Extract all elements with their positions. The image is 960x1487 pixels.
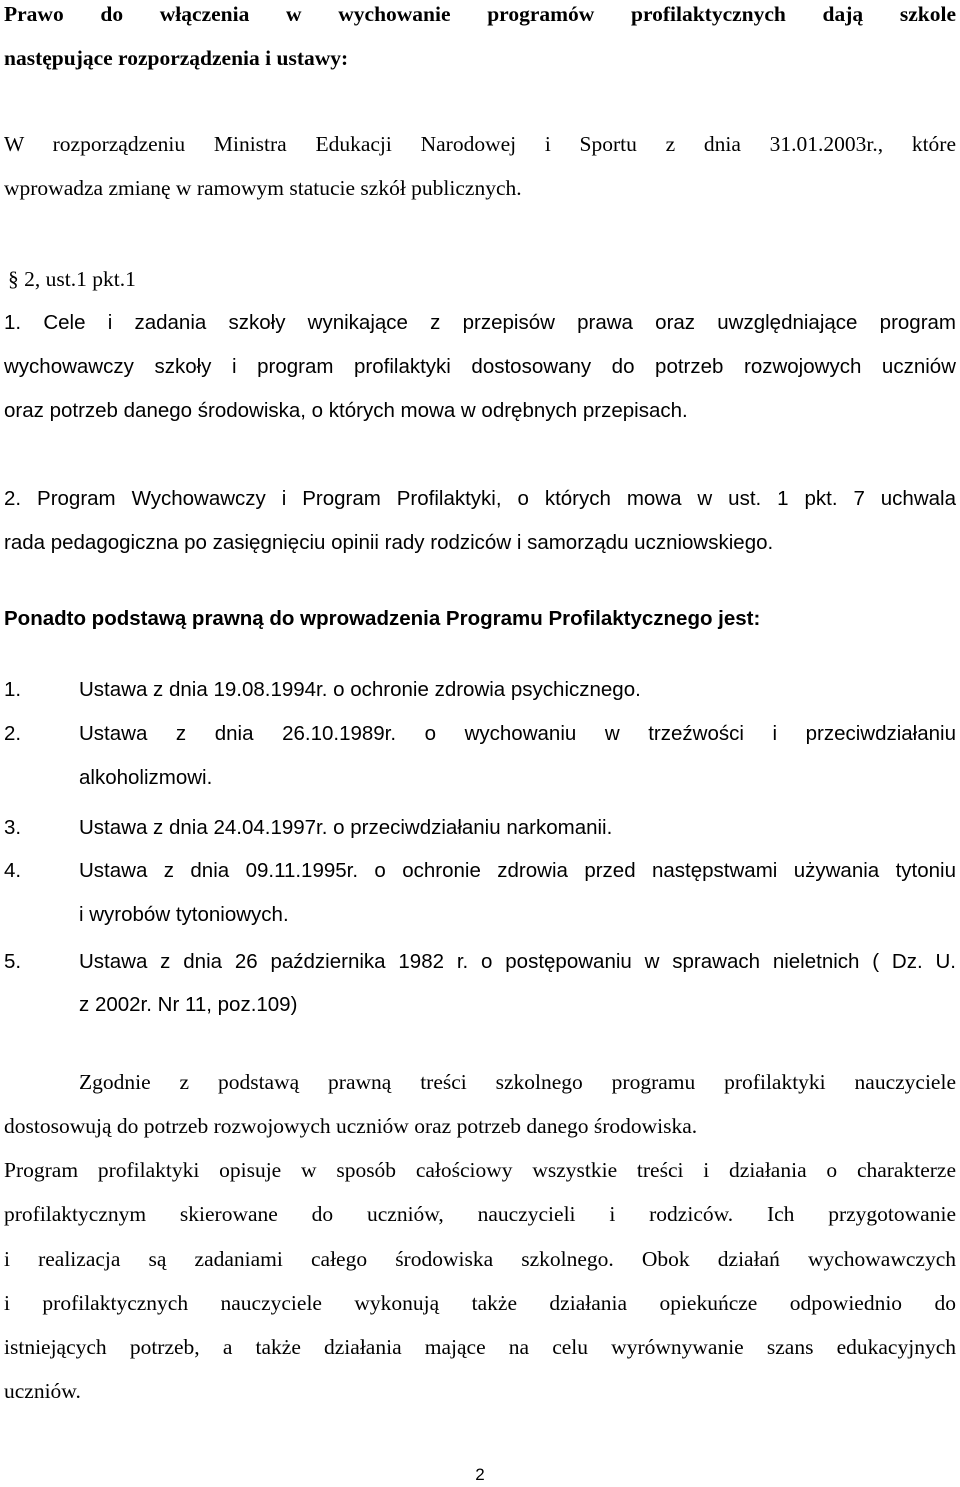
point-1-line-2: wychowawczy szkoły i program profilaktyki dostosowany do potrzeb rozwojowych uczniów xyxy=(4,355,956,378)
heading-line-1: Prawo do włączenia w wychowanie programów profilaktycznych dają szkole xyxy=(4,2,956,26)
regulation-line-1: W rozporządzeniu Ministra Edukacji Narodowej i Sportu z dnia 31.01.2003r., które xyxy=(4,132,956,156)
point-2-line-2: rada pedagogiczna po zasięgnięciu opinii rady rodziców i samorządu uczniowskiego. xyxy=(4,531,774,554)
heading-line-2: następujące rozporządzenia i ustawy: xyxy=(4,46,349,70)
list-item-text: Ustawa z dnia 26.10.1989r. o wychowaniu w trzeźwości i przeciwdziałaniu xyxy=(79,722,956,745)
list-item-continuation: z 2002r. Nr 11, poz.109) xyxy=(79,993,298,1016)
list-item-number: 4. xyxy=(4,859,22,882)
closing-line-8: uczniów. xyxy=(4,1379,81,1403)
regulation-line-2: wprowadza zmianę w ramowym statucie szkół publicznych. xyxy=(4,176,522,200)
list-item-number: 3. xyxy=(4,816,22,839)
closing-line-5: i realizacja są zadaniami całego środowiska szkolnego. Obok działań wychowawczych xyxy=(4,1247,956,1271)
list-item-continuation: alkoholizmowi. xyxy=(79,766,213,789)
list-item xyxy=(4,857,956,885)
list-item-text: Ustawa z dnia 09.11.1995r. o ochronie zdrowia przed następstwami używania tytoniu xyxy=(79,859,956,882)
point-2-line-1: 2. Program Wychowawczy i Program Profilaktyki, o których mowa w ust. 1 pkt. 7 uchwala xyxy=(4,487,956,510)
closing-line-2: dostosowują do potrzeb rozwojowych uczniów oraz potrzeb danego środowiska. xyxy=(4,1114,698,1138)
legal-basis-heading: Ponadto podstawą prawną do wprowadzenia Programu Profilaktycznego jest: xyxy=(4,607,761,630)
list-item-number: 2. xyxy=(4,722,22,745)
list-item xyxy=(4,814,956,842)
list-item-text: Ustawa z dnia 26 października 1982 r. o postępowaniu w sprawach nieletnich ( Dz. U. xyxy=(79,950,956,973)
list-item xyxy=(4,948,956,976)
list-item-continuation: i wyrobów tytoniowych. xyxy=(79,903,289,926)
closing-line-7: istniejących potrzeb, a także działania mające na celu wyrównywanie szans edukacyjnych xyxy=(4,1335,956,1359)
list-item xyxy=(4,720,956,748)
point-1-line-1: 1. Cele i zadania szkoły wynikające z przepisów prawa oraz uwzględniające program xyxy=(4,311,956,334)
list-item-number: 1. xyxy=(4,678,22,701)
list-item-text: Ustawa z dnia 24.04.1997r. o przeciwdziałaniu narkomanii. xyxy=(79,816,613,839)
closing-line-6: i profilaktycznych nauczyciele wykonują także działania opiekuńcze odpowiednio do xyxy=(4,1291,956,1315)
list-item-number: 5. xyxy=(4,950,22,973)
page-number: 2 xyxy=(475,1465,485,1484)
list-item xyxy=(4,676,956,704)
list-item-text: Ustawa z dnia 19.08.1994r. o ochronie zdrowia psychicznego. xyxy=(79,678,641,701)
closing-line-1: Zgodnie z podstawą prawną treści szkolnego programu profilaktyki nauczyciele xyxy=(79,1070,956,1094)
section-reference: § 2, ust.1 pkt.1 xyxy=(8,267,136,291)
point-1-line-3: oraz potrzeb danego środowiska, o których mowa w odrębnych przepisach. xyxy=(4,399,688,422)
closing-line-4: profilaktycznym skierowane do uczniów, nauczycieli i rodziców. Ich przygotowanie xyxy=(4,1202,956,1226)
closing-line-3: Program profilaktyki opisuje w sposób całościowy wszystkie treści i działania o charakterze xyxy=(4,1158,956,1182)
